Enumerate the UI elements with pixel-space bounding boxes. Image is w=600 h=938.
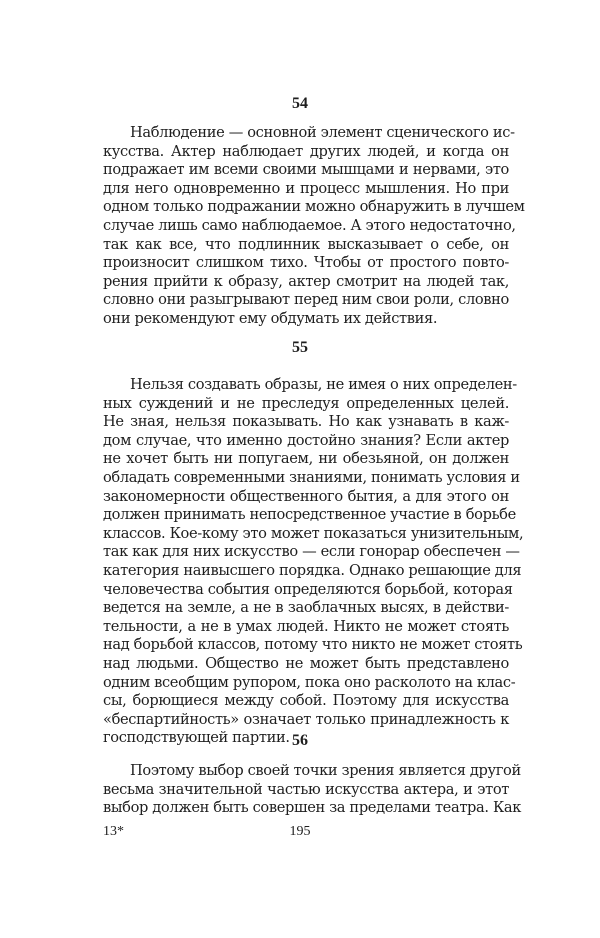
text-line: одном только подражании можно обнаружить в лучшем — [103, 198, 525, 216]
text-line: человечества события определяются борьбой, которая — [103, 580, 513, 598]
text-line: весьма значительной частью искусства актера, и этот — [103, 780, 509, 798]
text-line: Поэтому выбор своей точки зрения является другой — [130, 762, 521, 779]
text-line: над борьбой классов, потому что никто не может стоять — [103, 636, 523, 654]
text-line: не хочет быть ни попугаем, ни обезьяной, он должен — [103, 450, 509, 468]
text-line: дом случае, что именно достойно знания? Если актер — [103, 431, 509, 449]
text-line: словно они разыгрывают перед ним свои роли, словно — [103, 291, 509, 309]
text-line: подражает им всеми своими мышцами и нервами, это — [103, 161, 509, 179]
text-line: Не зная, нельзя показывать. Но как узнавать в каж- — [103, 413, 509, 431]
text-line: ведется на земле, а не в заоблачных высях, в действи- — [103, 599, 509, 617]
text-line: они рекомендуют ему обдумать их действия. — [103, 309, 438, 327]
section-number-56: 56 — [292, 732, 308, 749]
text-line: Нельзя создавать образы, не имея о них определен- — [130, 376, 517, 393]
text-line: категория наивысшего порядка. Однако решающие для — [103, 561, 522, 579]
text-line: ных суждений и не преследуя определенных целей. — [103, 394, 509, 412]
paragraph-56 — [103, 762, 522, 818]
signature-mark: 13* — [103, 824, 124, 839]
text-line: одним всеобщим рупором, пока оно расколото на клас- — [103, 673, 516, 691]
paragraph-54 — [103, 124, 525, 329]
section-number-54: 54 — [292, 95, 308, 112]
text-line: «беспартийность» означает только принадлежность к — [103, 710, 509, 728]
text-line: произносит слишком тихо. Чтобы от простого повто- — [103, 254, 509, 272]
text-line: кусства. Актер наблюдает других людей, и когда он — [103, 142, 509, 160]
text-line: тельности, а не в умах людей. Никто не может стоять — [103, 617, 509, 635]
text-line: рения прийти к образу, актер смотрит на людей так, — [103, 272, 509, 290]
text-line: случае лишь само наблюдаемое. А этого недостаточно, — [103, 216, 516, 234]
text-line: должен принимать непосредственное участие в борьбе — [103, 506, 516, 524]
text-line: сы, борющиеся между собой. Поэтому для искусства — [103, 692, 509, 710]
text-line: классов. Кое-кому это может показаться унизительным, — [103, 524, 524, 542]
text-line: обладать современными знаниями, понимать условия и — [103, 468, 520, 486]
text-line: над людьми. Общество не может быть представлено — [103, 654, 509, 672]
text-line: для него одновременно и процесс мышления. Но при — [103, 179, 509, 197]
text-line: выбор должен быть совершен за пределами театра. Как — [103, 799, 522, 817]
paragraph-55 — [103, 376, 524, 748]
text-line: так как для них искусство — если гонорар обеспечен — — [103, 543, 520, 561]
page-number: 195 — [289, 824, 311, 839]
text-line: закономерности общественного бытия, а для этого он — [103, 487, 509, 505]
text-line: господствующей партии. — [103, 729, 290, 747]
text-line: Наблюдение — основной элемент сценического ис- — [130, 124, 515, 141]
section-number-55: 55 — [292, 339, 308, 356]
text-line: так как все, что подлинник высказывает о себе, он — [103, 235, 509, 253]
